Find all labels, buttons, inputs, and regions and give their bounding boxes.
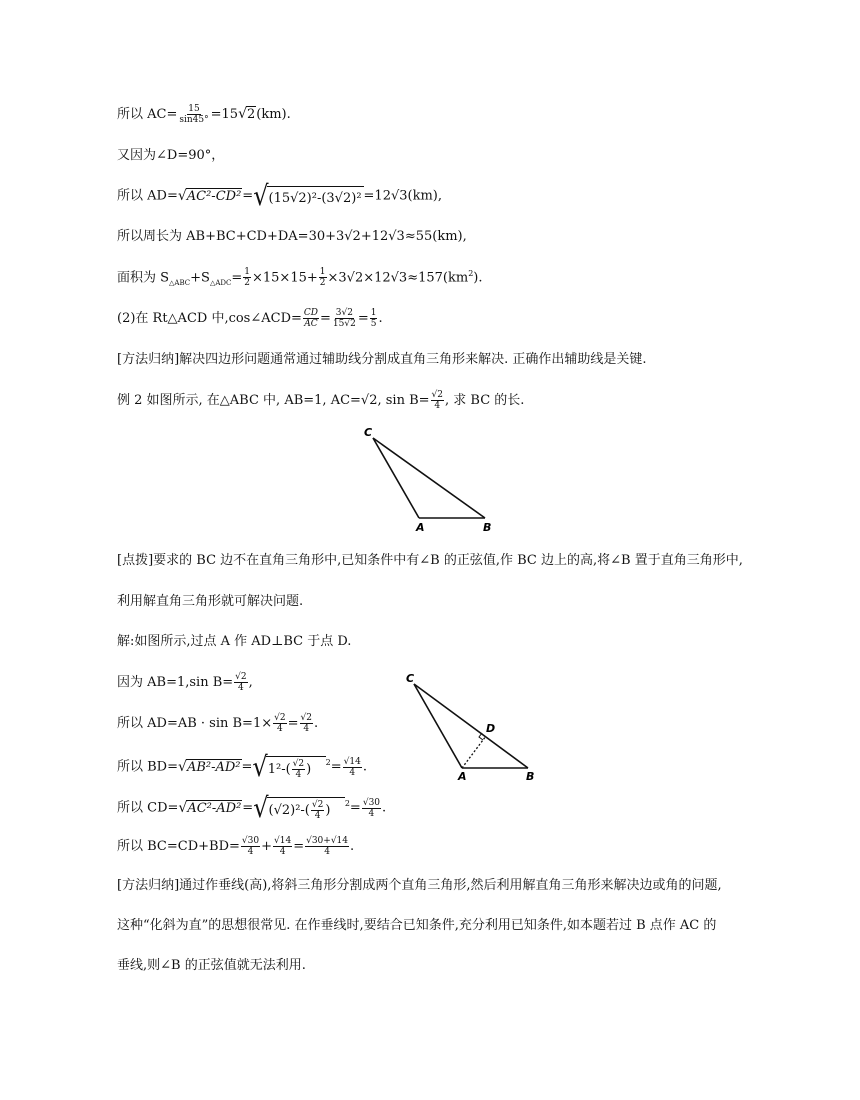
method-summary-2-line2: 这种“化斜为直”的思想很常见. 在作垂线时,要结合已知条件,充分利用已知条件,如本题若过 B 点作 AC 的 bbox=[117, 918, 717, 933]
side-ca bbox=[414, 684, 462, 768]
fraction: $\frac{15}{\sin 45^\circ}$ bbox=[179, 104, 209, 125]
line-bc-result: 所以 BC=CD+BD= $\frac{√30}{4}$ + $\frac{√14}{4}$ = $\frac{√30+√14}{4}$ . bbox=[117, 836, 355, 857]
hint-line-1: [点拨]要求的 BC 边不在直角三角形中,已知条件中有∠B 的正弦值,作 BC 边上的高,将∠B 置于直角三角形中, bbox=[117, 553, 743, 568]
line-sin-b: 因为 AB=1,sin B= $\frac{√2}{4}$ , bbox=[117, 672, 253, 693]
line-ac-value bbox=[117, 104, 291, 125]
sqrt: √2 bbox=[238, 106, 256, 122]
solution-intro: 解:如图所示,过点 A 作 AD⊥BC 于点 D. bbox=[117, 634, 352, 649]
vertex-label-a: A bbox=[416, 521, 425, 534]
line-ad-value: 所以 AD=√AC²-CD²= √ (15√2)²-(3√2)² =12√3(km), bbox=[117, 179, 443, 213]
method-summary-1: [方法归纳]解决四边形问题通常通过辅助线分割成直角三角形来解决. 正确作出辅助线是关键. bbox=[117, 352, 647, 367]
side-cb bbox=[414, 684, 528, 768]
side-cb bbox=[373, 438, 485, 518]
vertex-label-d: D bbox=[486, 722, 496, 735]
line-ad-calc: 所以 AD=AB · sin B=1× $\frac{√2}{4}$ = $\frac{√2}{4}$ . bbox=[117, 713, 319, 734]
line-perimeter: 所以周长为 AB+BC+CD+DA=30+3√2+12√3≈55(km), bbox=[117, 229, 467, 244]
line-angle-d: 又因为∠D=90°， bbox=[117, 148, 225, 163]
text: =15 bbox=[210, 107, 239, 122]
vertex-label-c: C bbox=[364, 426, 373, 439]
vertex-label-b: B bbox=[526, 770, 535, 783]
vertex-label-b: B bbox=[483, 521, 492, 534]
vertex-label-a: A bbox=[458, 770, 467, 783]
hint-line-2: 利用解直角三角形就可解决问题. bbox=[117, 594, 304, 609]
line-cos-acd: (2)在 Rt△ACD 中,cos∠ACD= $\frac{CD}{AC}$ = $\frac{3√2}{15√2}$ = $\frac{1}{5}$ . bbox=[117, 308, 383, 329]
line-cd-calc: 所以 CD=√AC²-AD²= √ (√2)²-( $\frac{√2}{4}$ ) $^2$= $\frac{√30}{4}$ . bbox=[117, 791, 387, 825]
vertex-label-c: C bbox=[406, 672, 415, 685]
side-ca bbox=[373, 438, 419, 518]
text: (km). bbox=[256, 107, 291, 122]
triangle-figure-2 bbox=[398, 668, 546, 783]
method-summary-2-line1: [方法归纳]通过作垂线(高),将斜三角形分割成两个直角三角形,然后利用解直角三角形来解决边或角的问题, bbox=[117, 878, 722, 893]
text: 所以 AC= bbox=[117, 107, 178, 122]
sqrt: √AC²-CD² bbox=[177, 187, 242, 204]
big-sqrt: √ (15√2)²-(3√2)² bbox=[253, 179, 362, 213]
altitude-ad bbox=[462, 736, 486, 768]
triangle-figure-1 bbox=[355, 420, 505, 535]
method-summary-2-line3: 垂线,则∠B 的正弦值就无法利用. bbox=[117, 958, 306, 973]
line-bd-calc: 所以 BD=√AB²-AD²= √ 1²-( $\frac{√2}{4}$ ) $^2$= $\frac{√14}{4}$ . bbox=[117, 750, 367, 784]
line-area: 面积为 $S_{\triangle ABC}+S_{\triangle ADC}=$ $\frac{1}{2}$ ×15×15+ $\frac{1}{2}$ $\times 3√2\times 12√3\approx 157(km^2)$. bbox=[117, 267, 483, 289]
example-2-statement: 例 2 如图所示, 在△ABC 中, AB=1, AC=√2, sin B= $\frac{√2}{4}$ , 求 BC 的长. bbox=[117, 390, 525, 411]
